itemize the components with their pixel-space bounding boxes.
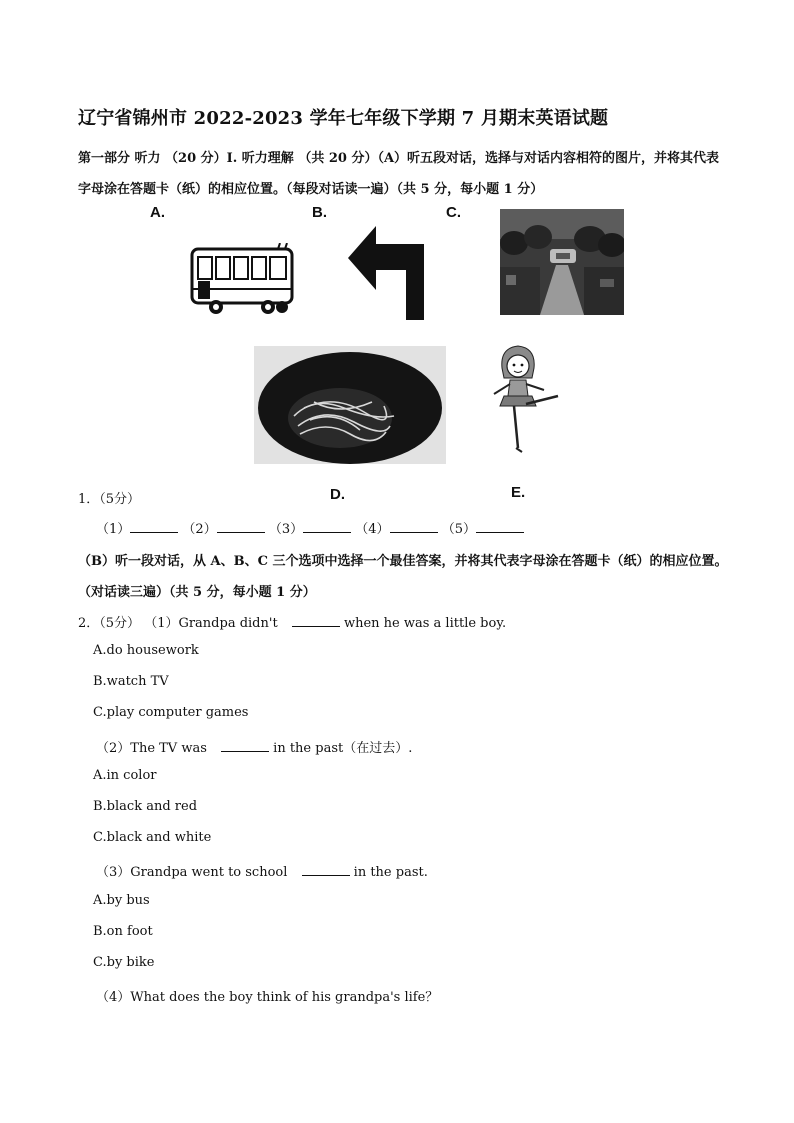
answer-blank-5[interactable]: [476, 520, 524, 533]
sub-question-2-blank[interactable]: [221, 739, 269, 752]
blank-label-2: （2）: [182, 522, 217, 537]
blank-label-3: （3）: [268, 522, 304, 537]
question-1-blanks: [96, 518, 524, 537]
option-2c[interactable]: C.black and white: [93, 830, 212, 845]
listening-instructions: 第一部分 听力 （20 分）I. 听力理解 （共 20 分）（A）听五段对话，选择与对话内容相符的图片，并将其代表字母涂在答题卡（纸）的相应位置。（每段对话读一遍）（共 5 分，每小题 1 分）: [78, 151, 720, 197]
option-2a[interactable]: A.in color: [93, 768, 157, 783]
picture-label-b: B.: [312, 204, 327, 221]
picture-label-c: C.: [446, 204, 461, 221]
sub-question-2-suffix: in the past（在过去）.: [273, 741, 413, 756]
sub-question-2-prefix: （2）The TV was: [96, 741, 207, 756]
picture-label-e: E.: [511, 484, 526, 501]
sub-question-1-blank[interactable]: [292, 614, 340, 627]
option-1a[interactable]: A.do housework: [93, 643, 199, 658]
question-1-number: 1．（5分）: [78, 492, 141, 507]
answer-blank-4[interactable]: [390, 520, 438, 533]
sub-question-3-blank[interactable]: [302, 863, 350, 876]
sub-question-3-suffix: in the past.: [353, 865, 428, 880]
exam-title: 辽宁省锦州市 2022-2023 学年七年级下学期 7 月期末英语试题: [78, 108, 609, 129]
picture-label-a: A.: [150, 204, 165, 221]
option-3a[interactable]: A.by bus: [93, 893, 150, 908]
option-1b[interactable]: B.watch TV: [93, 674, 169, 689]
bus-windows: [198, 257, 286, 279]
question-2-number: 2．（5分）: [78, 616, 141, 631]
answer-blank-2[interactable]: [217, 520, 265, 533]
sub-question-3: [96, 861, 428, 880]
option-1c[interactable]: C.play computer games: [93, 705, 249, 720]
blank-label-4: （4）: [355, 522, 390, 537]
sub-question-4: （4）What does the boy think of his grandpa's life？: [96, 990, 439, 1005]
option-3b[interactable]: B.on foot: [93, 924, 153, 939]
turn-left-arrow-icon: [346, 222, 428, 322]
sub-question-1-prefix: （1）Grandpa didn't: [144, 616, 278, 631]
park-photo: [500, 209, 624, 315]
option-2b[interactable]: B.black and red: [93, 799, 198, 814]
noodles-photo: [254, 346, 446, 464]
sub-question-2: [96, 737, 412, 756]
sub-question-1-suffix: when he was a little boy.: [343, 616, 507, 631]
answer-blank-1[interactable]: [130, 520, 178, 533]
question-2-line: [78, 612, 506, 631]
blank-label-5: （5）: [441, 522, 476, 537]
bus-icon: [188, 243, 298, 321]
answer-blank-3[interactable]: [303, 520, 351, 533]
option-3c[interactable]: C.by bike: [93, 955, 155, 970]
blank-label-1: （1）: [96, 522, 131, 537]
sub-question-3-prefix: （3）Grandpa went to school: [96, 865, 288, 880]
section-b-instructions: （B）听一段对话，从 A、B、C 三个选项中选择一个最佳答案，并将其代表字母涂在答题卡（纸）的相应位置。（对话读三遍）（共 5 分，每小题 1 分）: [78, 554, 728, 600]
picture-label-d: D.: [330, 486, 345, 503]
dancing-girl-icon: [488, 344, 562, 456]
